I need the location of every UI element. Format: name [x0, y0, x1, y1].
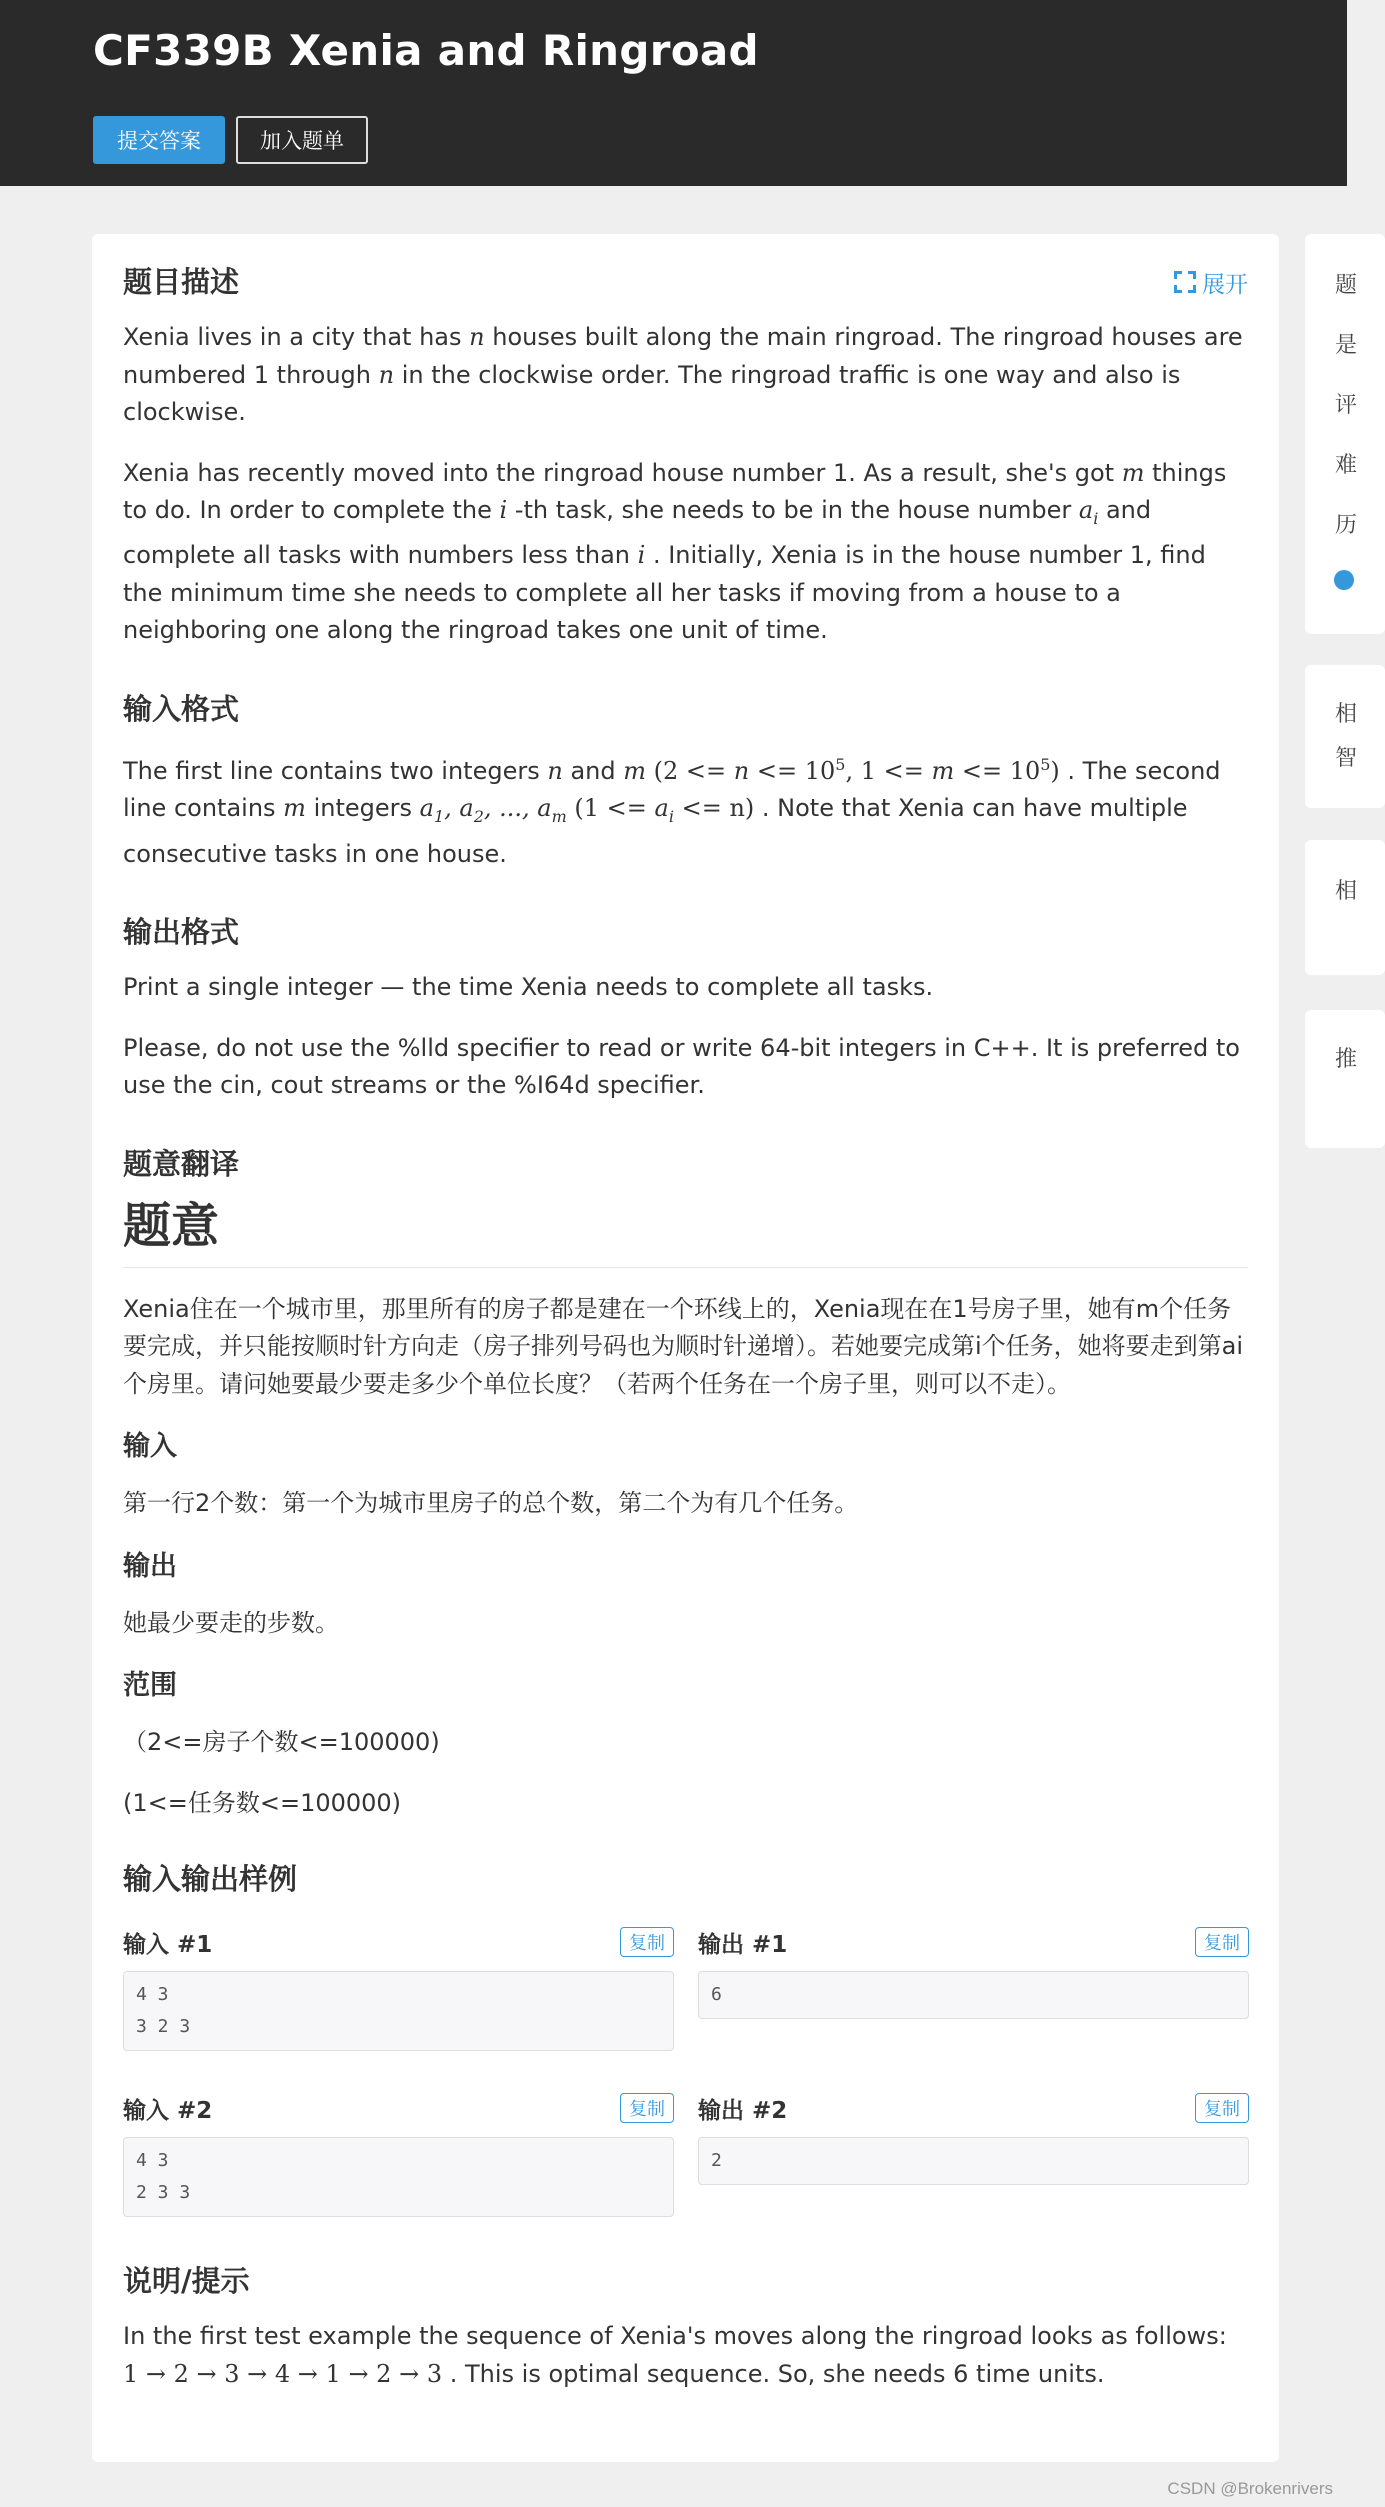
sample-input-2 [123, 2091, 674, 2217]
translation-input-text: 第一行2个数：第一个为城市里房子的总个数，第二个为有几个任务。 [123, 1489, 859, 1518]
sidebar-info-1: 题 [1335, 273, 1358, 298]
submit-answer-button[interactable]: 提交答案 [93, 116, 225, 164]
translation-range-2: (1<=任务数<=100000) [123, 1788, 402, 1817]
output-format-paragraph-2: Please, do not use the %lld specifier to read or write 64-bit integers in С++. It is preferred to use the cin, cout streams or the %I64d specifier. [123, 1033, 1240, 1100]
sidebar-info-4: 难 [1335, 453, 1358, 478]
page-header [0, 0, 1347, 186]
translation-output-text: 她最少要走的步数。 [123, 1608, 339, 1637]
copy-input-1-button[interactable]: 复制 [620, 1927, 674, 1957]
sample-input-2-title: 输入 #2 [123, 2097, 213, 2124]
sample-input-1 [123, 1925, 674, 2051]
expand-label: 展开 [1202, 271, 1248, 298]
translation-heading: 题意 [123, 1197, 220, 1254]
constraint-math: ($2 <= n <= 10^5$, $1 <= m <= 10^5$) [653, 754, 1060, 785]
sidebar-info-5: 历 [1335, 513, 1358, 538]
sequence-math: $a_1$, $a_2$, ..., $a_m$ [419, 794, 567, 827]
sample-output-1-title: 输出 #1 [698, 1931, 788, 1958]
output-format-paragraph-1: Print a single integer — the time Xenia needs to complete all tasks. [123, 973, 934, 1002]
sidebar-related-card [1305, 665, 1385, 808]
sidebar-related-2: 智 [1335, 746, 1358, 771]
translation-input-title: 输入 [123, 1431, 177, 1463]
input-format-paragraph: The first line contains two integers n and m ($2 <= n <= 10^5$, $1 <= m <= 10^5$) . The second line contains m integers $a_1$, $a_2$, ..., $a_m$ $(1 <= a_i <= n)$ . Note that Xenia can have multiple consecutive tasks in one house. [123, 754, 1221, 868]
copy-output-1-button[interactable]: 复制 [1195, 1927, 1249, 1957]
add-to-list-button[interactable]: 加入题单 [236, 116, 368, 164]
sidebar-info-2: 是 [1335, 333, 1358, 358]
input-format-title: 输入格式 [123, 691, 240, 726]
description-paragraph-1: Xenia lives in a city that has n houses built along the main ringroad. The ringroad houses are numbered 1 through n in the clockwise order. The ringroad traffic is one way and also is clockwise. [123, 323, 1243, 426]
sidebar-toggle-dot[interactable] [1334, 570, 1354, 590]
translation-divider [123, 1267, 1248, 1268]
translation-output-title: 输出 [123, 1550, 177, 1582]
hint-title: 说明/提示 [123, 2264, 250, 2299]
output-format-title: 输出格式 [123, 915, 240, 950]
sample-input-2-code[interactable]: 4 3 2 3 3 [123, 2137, 674, 2217]
sample-input-1-code[interactable]: 4 3 3 2 3 [123, 1971, 674, 2051]
problem-card [92, 234, 1279, 2462]
moves-math: 1 → 2 → 3 → 4 → 1 → 2 → 3 [123, 2359, 443, 2388]
sidebar-recommend-1: 推 [1335, 1047, 1358, 1072]
translation-title: 题意翻译 [123, 1146, 240, 1181]
sample-output-2-code[interactable]: 2 [698, 2137, 1249, 2185]
sidebar-info-3: 评 [1335, 393, 1358, 418]
expand-icon [1174, 271, 1196, 293]
sidebar-related-card-2 [1305, 840, 1385, 975]
sample-output-2-title: 输出 #2 [698, 2097, 788, 2124]
sample-output-2 [698, 2091, 1249, 2217]
expand-button[interactable] [1174, 266, 1248, 299]
samples-grid-2 [123, 2091, 1248, 2217]
hint-paragraph: In the first test example the sequence of Xenia's moves along the ringroad looks as follows: 1 → 2 → 3 → 4 → 1 → 2 → 3 . This is optimal sequence. So, she needs 6 time units. [123, 2322, 1227, 2388]
sample-output-1 [698, 1925, 1249, 2051]
copy-output-2-button[interactable]: 复制 [1195, 2093, 1249, 2123]
page-title: CF339B Xenia and Ringroad [93, 26, 759, 75]
description-header [123, 262, 1248, 302]
sample-input-1-title: 输入 #1 [123, 1931, 213, 1958]
samples-title: 输入输出样例 [123, 1862, 298, 1897]
copy-input-2-button[interactable]: 复制 [620, 2093, 674, 2123]
description-paragraph-2: Xenia has recently moved into the ringroad house number 1. As a result, she's got m things to do. In order to complete the i -th task, she needs to be in the house number $a_i$ and complete all tasks with numbers less than i . Initially, Xenia is in the house number 1, find the minimum time she needs to complete all her tasks if moving from a house to a neighboring one along the ringroad takes one unit of time. [123, 458, 1227, 645]
translation-range-title: 范围 [123, 1670, 177, 1702]
sidebar-recommend-card [1305, 1010, 1385, 1148]
sidebar-related-3: 相 [1335, 879, 1358, 904]
header-actions [93, 116, 1347, 164]
sidebar-related-1: 相 [1335, 702, 1358, 727]
sample-output-1-code[interactable]: 6 [698, 1971, 1249, 2019]
translation-paragraph: Xenia住在一个城市里，那里所有的房子都是建在一个环线上的，Xenia现在在1号房子里，她有m个任务要完成，并只能按顺时针方向走（房子排列号码也为顺时针递增）。若她要完成第i个任务，她将要走到第ai个房里。请问她要最少要走多少个单位长度？（若两个任务在一个房子里，则可以不走）。 [123, 1294, 1244, 1398]
sidebar-info-card [1305, 234, 1385, 634]
samples-grid [123, 1925, 1248, 2051]
description-title: 题目描述 [123, 265, 240, 299]
footer-credit: CSDN @Brokenrivers [1167, 2479, 1333, 2498]
translation-range-1: （2<=房子个数<=100000) [123, 1728, 440, 1757]
ai-constraint-math: $(1 <= a_i <= n)$ [574, 794, 755, 827]
